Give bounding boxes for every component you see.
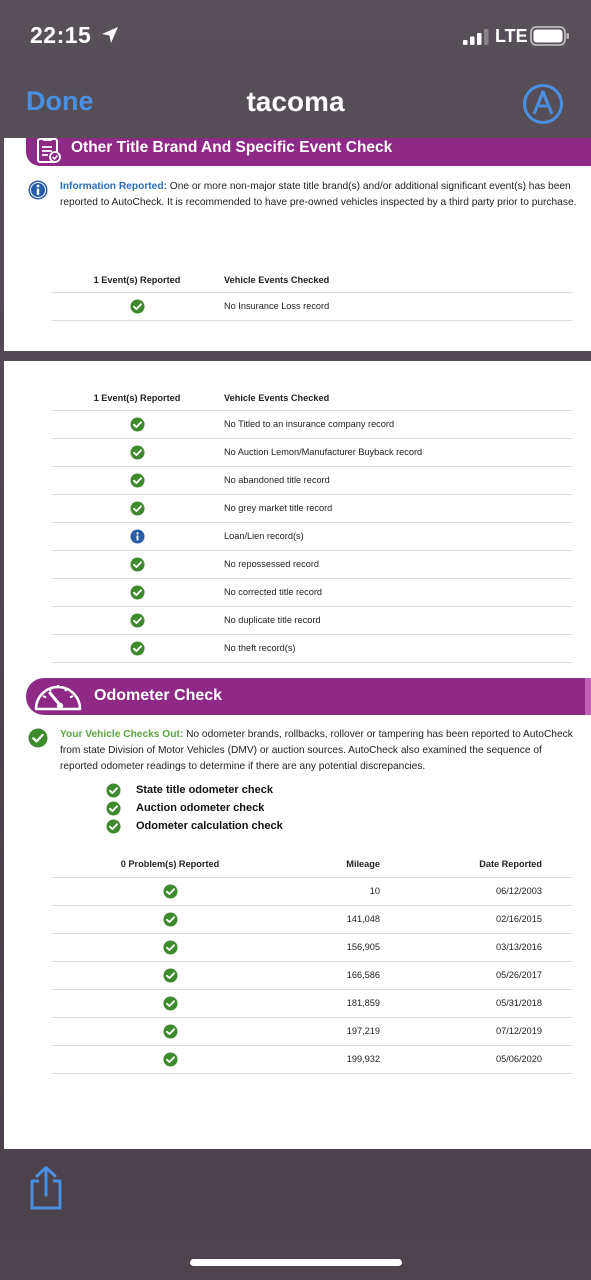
event-label: No grey market title record xyxy=(222,494,572,522)
check-circle-icon xyxy=(130,641,145,656)
col-events-reported: 1 Event(s) Reported xyxy=(52,268,222,292)
table-row xyxy=(52,292,572,320)
status-cell xyxy=(52,933,288,961)
check-circle-icon xyxy=(28,728,48,748)
table-row xyxy=(52,578,572,606)
status-cell xyxy=(52,877,288,905)
check-circle-icon xyxy=(106,783,121,798)
event-label: Loan/Lien record(s) xyxy=(222,522,572,550)
mileage-cell: 181,859 xyxy=(288,989,380,1017)
odometer-section-title: Odometer Check xyxy=(94,687,223,704)
event-label: No theft record(s) xyxy=(222,634,572,662)
battery-icon xyxy=(530,26,570,46)
check-circle-icon xyxy=(163,996,178,1011)
markup-icon[interactable] xyxy=(522,83,564,125)
col-vehicle-events: Vehicle Events Checked xyxy=(222,268,572,292)
check-circle-icon xyxy=(130,557,145,572)
table-row xyxy=(52,905,572,933)
status-cell xyxy=(52,522,222,550)
status-cell xyxy=(52,578,222,606)
date-cell: 03/13/2016 xyxy=(380,933,572,961)
check-circle-icon xyxy=(163,912,178,927)
status-cell xyxy=(52,606,222,634)
check-circle-icon xyxy=(163,968,178,983)
table-row xyxy=(52,989,572,1017)
date-cell: 05/06/2020 xyxy=(380,1045,572,1073)
status-cell xyxy=(52,989,288,1017)
event-label: No Auction Lemon/Manufacturer Buyback record xyxy=(222,438,572,466)
checklist-item xyxy=(106,781,283,799)
document-page-2 xyxy=(4,361,591,1149)
section-title: Other Title Brand And Specific Event Check xyxy=(71,139,393,156)
checklist-item xyxy=(106,817,283,835)
status-text: No odometer brands, rollbacks, rollover or tampering has been reported to AutoCheck from state Division of Motor Vehicles (DMV) or auction sources. AutoCheck also examined the sequence of reported odometer readings to determine if there are any potential discrepancies. xyxy=(60,729,573,772)
check-circle-icon xyxy=(130,473,145,488)
table-row xyxy=(52,522,572,550)
table-row xyxy=(52,466,572,494)
status-label: Your Vehicle Checks Out: xyxy=(60,729,184,740)
event-label: No duplicate title record xyxy=(222,606,572,634)
title-brand-section-header xyxy=(26,138,591,166)
table-row xyxy=(52,494,572,522)
header-accent-bar xyxy=(585,678,591,715)
table-row xyxy=(52,1017,572,1045)
check-circle-icon xyxy=(130,445,145,460)
table-row xyxy=(52,634,572,662)
col-vehicle-events: Vehicle Events Checked xyxy=(222,386,572,410)
info-text: One or more non-major state title brand(s) and/or additional significant event(s) has been reported to AutoCheck. It is recommended to have pre-owned vehicles inspected by a third party prior to purchase. xyxy=(60,181,577,208)
document-page-1 xyxy=(4,138,591,351)
check-circle-icon xyxy=(130,585,145,600)
date-cell: 06/12/2003 xyxy=(380,877,572,905)
check-circle-icon xyxy=(130,501,145,516)
mileage-cell: 197,219 xyxy=(288,1017,380,1045)
check-circle-icon xyxy=(130,299,145,314)
event-label: No abandoned title record xyxy=(222,466,572,494)
table-row xyxy=(52,410,572,438)
date-cell: 05/31/2018 xyxy=(380,989,572,1017)
date-cell: 07/12/2019 xyxy=(380,1017,572,1045)
checklist-item-label: Auction odometer check xyxy=(136,802,265,814)
status-cell xyxy=(52,1045,288,1073)
table-row xyxy=(52,933,572,961)
col-problems-reported: 0 Problem(s) Reported xyxy=(52,851,288,877)
check-circle-icon xyxy=(163,940,178,955)
event-label: No Titled to an insurance company record xyxy=(222,410,572,438)
status-cell xyxy=(52,961,288,989)
checklist-item-label: State title odometer check xyxy=(136,784,273,796)
col-date-reported: Date Reported xyxy=(380,851,572,877)
checklist-item-label: Odometer calculation check xyxy=(136,820,283,832)
odometer-section-header xyxy=(26,678,591,715)
mileage-cell: 141,048 xyxy=(288,905,380,933)
status-cell xyxy=(52,466,222,494)
status-cell xyxy=(52,438,222,466)
mileage-cell: 199,932 xyxy=(288,1045,380,1073)
status-cell xyxy=(52,634,222,662)
done-button[interactable]: Done xyxy=(26,86,94,116)
home-indicator[interactable] xyxy=(190,1259,402,1266)
odometer-table xyxy=(52,851,572,1074)
cellular-signal-icon xyxy=(463,29,489,45)
event-label: No repossessed record xyxy=(222,550,572,578)
status-cell xyxy=(52,494,222,522)
checklist-item xyxy=(106,799,283,817)
status-cell xyxy=(52,1017,288,1045)
document-title: tacoma xyxy=(246,86,345,117)
check-circle-icon xyxy=(130,417,145,432)
col-mileage: Mileage xyxy=(288,851,380,877)
status-cell xyxy=(52,905,288,933)
location-arrow-icon xyxy=(101,26,119,44)
date-cell: 02/16/2015 xyxy=(380,905,572,933)
status-cell xyxy=(52,292,222,320)
check-circle-icon xyxy=(163,1052,178,1067)
odometer-checklist xyxy=(106,781,283,835)
events-table-1 xyxy=(52,268,572,321)
info-circle-icon xyxy=(28,180,48,200)
table-row xyxy=(52,550,572,578)
table-row xyxy=(52,961,572,989)
mileage-cell: 156,905 xyxy=(288,933,380,961)
status-bar xyxy=(0,0,591,72)
share-icon[interactable] xyxy=(26,1165,66,1211)
information-reported-notice xyxy=(26,179,577,219)
events-table-2 xyxy=(52,386,572,663)
table-row xyxy=(52,606,572,634)
event-label: No Insurance Loss record xyxy=(222,292,572,320)
status-cell xyxy=(52,550,222,578)
table-row xyxy=(52,1045,572,1073)
odometer-status-notice xyxy=(26,727,577,777)
network-type: LTE xyxy=(495,26,528,46)
col-events-reported: 1 Event(s) Reported xyxy=(52,386,222,410)
clipboard-check-icon xyxy=(36,138,62,164)
check-circle-icon xyxy=(106,819,121,834)
event-label: No corrected title record xyxy=(222,578,572,606)
check-circle-icon xyxy=(163,1024,178,1039)
mileage-cell: 10 xyxy=(288,877,380,905)
info-circle-icon xyxy=(130,529,145,544)
speedometer-icon xyxy=(30,675,86,717)
status-time: 22:15 xyxy=(30,22,92,48)
info-label: Information Reported: xyxy=(60,181,167,192)
check-circle-icon xyxy=(106,801,121,816)
date-cell: 05/26/2017 xyxy=(380,961,572,989)
mileage-cell: 166,586 xyxy=(288,961,380,989)
table-row xyxy=(52,877,572,905)
check-circle-icon xyxy=(130,613,145,628)
status-cell xyxy=(52,410,222,438)
table-row xyxy=(52,438,572,466)
navigation-bar xyxy=(0,72,591,138)
check-circle-icon xyxy=(163,884,178,899)
